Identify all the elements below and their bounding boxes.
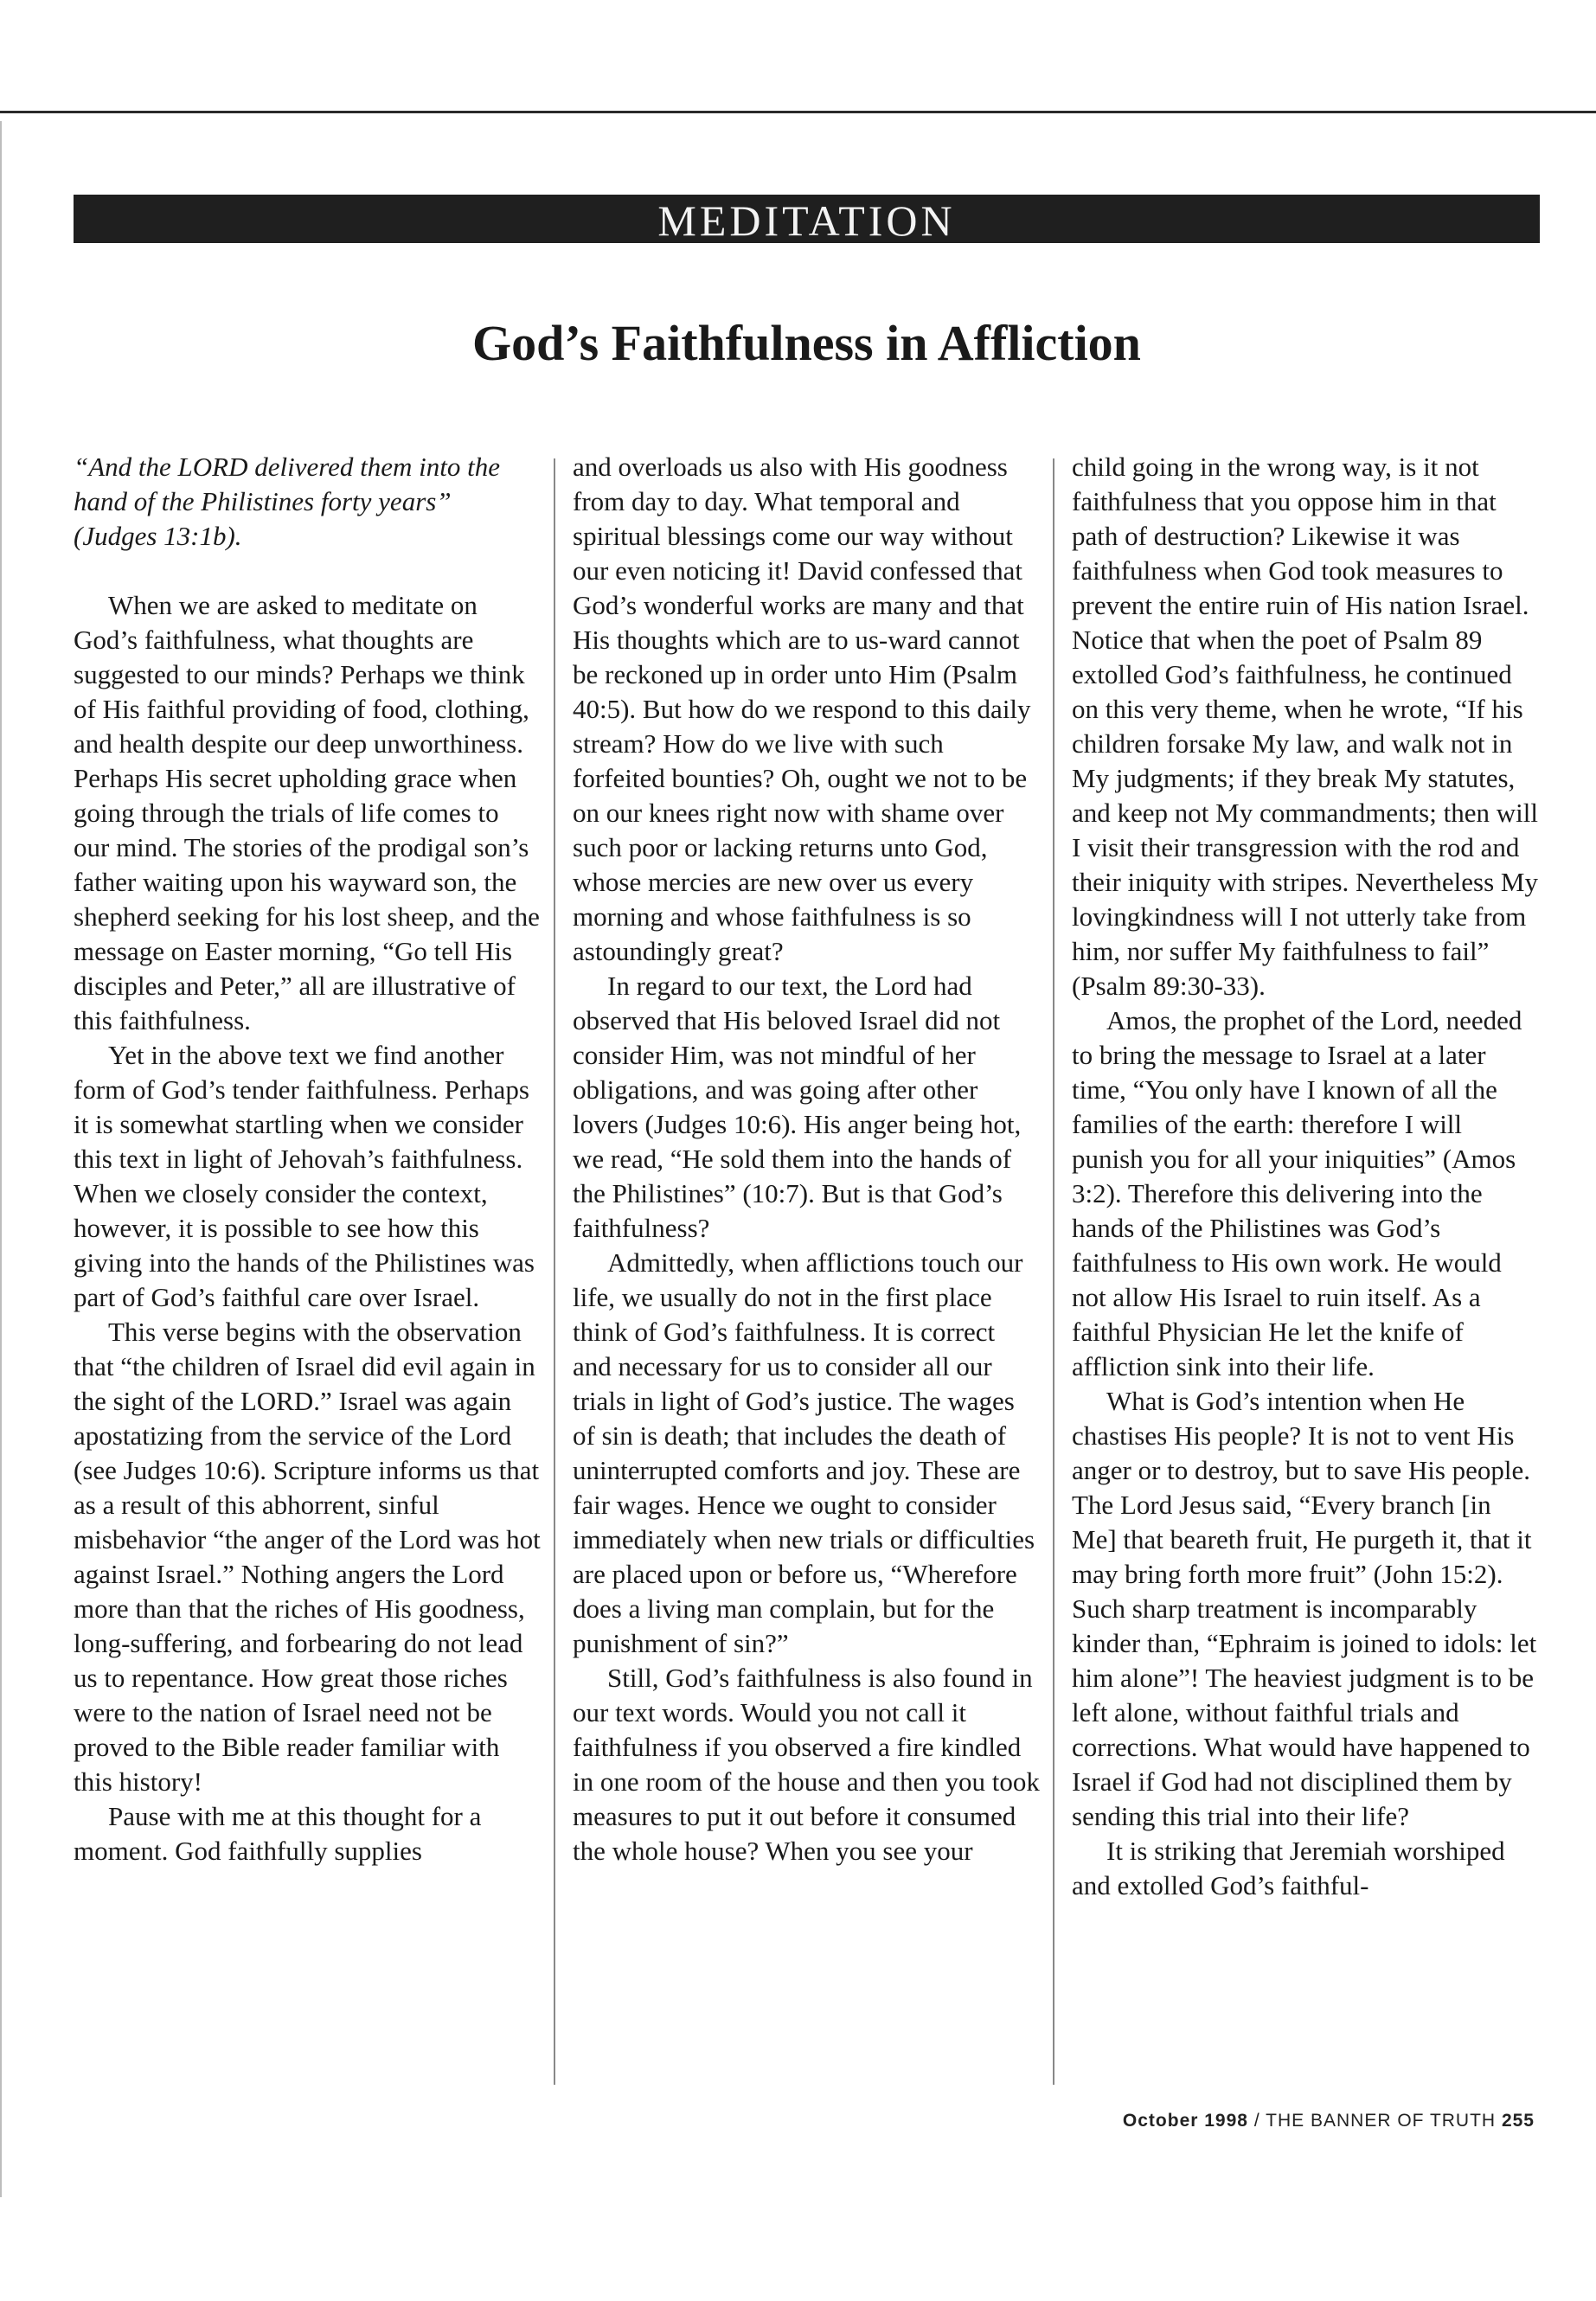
paragraph: Amos, the prophet of the Lord, needed to bring the message to Israel at a later time, “You only have I known of all the families of the earth: therefore I will punish you for all your iniquities” (Amos 3:2). Therefore this delivering into the hands of the Philistines was God’s faithfulness to His own work. He would not allow His Israel to ruin itself. As a faithful Physician He let the knife of affliction sink into their life. xyxy=(1072,1005,1522,1381)
paragraph: Pause with me at this thought for a moment. God faithfully supplies xyxy=(74,1801,482,1866)
column-1 xyxy=(74,450,541,2089)
paragraph: When we are asked to meditate on God’s faithfulness, what thoughts are suggested to our minds? Perhaps we think of His faithful providing of food, clothing, and health despite our deep unworthiness. Perhaps His secret upholding grace when going through the trials of life comes to our mind. The stories of the prodigal son’s father waiting upon his wayward son, the shepherd seeking for his lost sheep, and the message on Easter morning, “Go tell His disciples and Peter,” all are illustrative of this faithfulness. xyxy=(74,590,540,1035)
epigraph: “And the LORD delivered them into the hand of the Philistines forty years” (Judges 13:1b). xyxy=(74,452,501,551)
paragraph: Still, God’s faithfulness is also found in our text words. Would you not call it faithfulness if you observed a fire kindled in one room of the house and then you took measures to put it out before it consumed the whole house? When you see your xyxy=(573,1663,1040,1866)
top-rule xyxy=(0,111,1596,113)
footer-publication: THE BANNER OF TRUTH xyxy=(1266,2111,1497,2131)
page-footer xyxy=(998,2111,1535,2131)
page-number: 255 xyxy=(1501,2111,1535,2131)
paragraph: and overloads us also with His goodness from day to day. What temporal and spiritual blessings come our way without our even noticing it! David confessed that God’s wonderful works are many and that His thoughts which are to us-ward cannot be reckoned up in order unto Him (Psalm 40:5). But how do we respond to this daily stream? How do we live with such forfeited bounties? Oh, ought we not to be on our knees right now with shame over such poor or lacking returns unto God, whose mercies are new over us every morning and whose faithfulness is so astoundingly great? xyxy=(573,452,1031,966)
section-label: MEDITATION xyxy=(657,196,956,245)
paragraph: In regard to our text, the Lord had observed that His beloved Israel did not consider Him, was not mindful of her obligations, and was going after other lovers (Judges 10:6). His anger being hot, we read, “He sold them into the hands of the Philistines” (10:7). But is that God’s faithfulness? xyxy=(573,971,1022,1243)
page-edge xyxy=(0,121,2,2197)
footer-separator: / xyxy=(1253,2111,1260,2131)
paragraph: This verse begins with the observation that “the children of Israel did evil again in the sight of the LORD.” Israel was again apostatizing from the service of the Lord (see Judges 10:6). Scripture informs us that as a result of this abhorrent, sinful misbehavior “the anger of the Lord was hot against Israel.” Nothing angers the Lord more than that the riches of His goodness, long-suffering, and forbearing do not lead us to repentance. How great those riches were to the nation of Israel need not be proved to the Bible reader familiar with this history! xyxy=(74,1317,541,1797)
paragraph: Yet in the above text we find another form of God’s tender faithfulness. Perhaps it is somewhat startling when we consider this text in light of Jehovah’s faithfulness. When we closely consider the context, however, it is possible to see how this giving into the hands of the Philistines was part of God’s faithful care over Israel. xyxy=(74,1040,535,1312)
paragraph: child going in the wrong way, is it not faithfulness that you oppose him in that path of destruction? Likewise it was faithfulness when God took measures to prevent the entire ruin of His nation Israel. Notice that when the poet of Psalm 89 extolled God’s faithfulness, he continued on this very theme, when he wrote, “If his children forsake My law, and walk not in My judgments; if they break My statutes, and keep not My commandments; then will I visit their transgression with the rod and their iniquity with stripes. Nevertheless My lovingkindness will I not utterly take from him, nor suffer My faithfulness to fail” (Psalm 89:30-33). xyxy=(1072,452,1538,1001)
article-body xyxy=(74,450,1540,2089)
column-divider xyxy=(554,458,555,2085)
paragraph: Admittedly, when afflictions touch our life, we usually do not in the first place think of God’s faithfulness. It is correct and necessary for us to consider all our trials in light of God’s justice. The wages of sin is death; that includes the death of uninterrupted comforts and joy. These are fair wages. Hence we ought to consider immediately when new trials or difficulties are placed upon or before us, “Wherefore does a living man complain, but for the punishment of sin?” xyxy=(573,1247,1035,1658)
footer-date: October 1998 xyxy=(1122,2111,1248,2131)
column-3 xyxy=(1072,450,1539,2089)
paragraph: It is striking that Jeremiah worshiped and extolled God’s faithful- xyxy=(1072,1836,1505,1900)
column-divider xyxy=(1053,458,1054,2085)
column-2 xyxy=(573,450,1040,2089)
paragraph: What is God’s intention when He chastises His people? It is not to vent His anger or to destroy, but to save His people. The Lord Jesus said, “Every branch [in Me] that beareth fruit, He purgeth it, that it may bring forth more fruit” (John 15:2). Such sharp treatment is incomparably kinder than, “Ephraim is joined to idols: let him alone”! The heaviest judgment is to be left alone, without faithful trials and corrections. What would have happened to Israel if God had not disciplined them by sending this trial into their life? xyxy=(1072,1386,1537,1831)
article-title: God’s Faithfulness in Affliction xyxy=(472,315,1141,371)
section-banner xyxy=(74,195,1540,243)
